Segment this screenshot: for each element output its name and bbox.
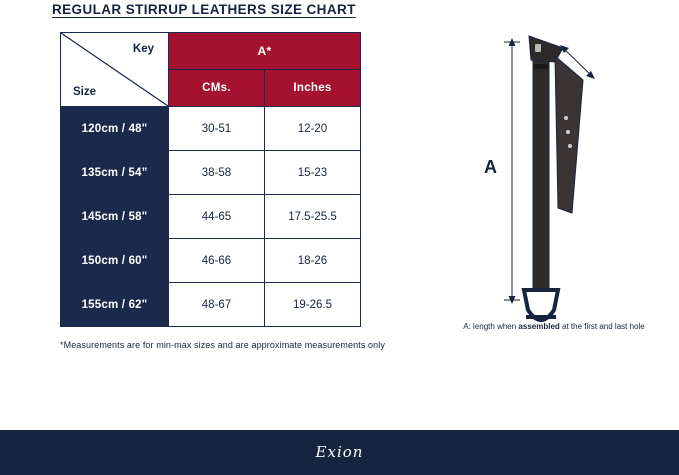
subheader-cms: CMs. (169, 70, 265, 107)
row-size-label: 135cm / 54” (61, 151, 169, 195)
size-chart-table-wrapper (60, 32, 361, 327)
row-cms-value: 38-58 (169, 151, 265, 195)
page-title: REGULAR STIRRUP LEATHERS SIZE CHART (52, 2, 356, 17)
key-label: Key (132, 43, 154, 55)
table-row (61, 195, 361, 239)
row-cms-value: 44-65 (169, 195, 265, 239)
size-label: Size (73, 86, 97, 98)
table-row (61, 239, 361, 283)
row-inches-value: 19-26.5 (265, 283, 361, 327)
row-inches-value: 17.5-25.5 (265, 195, 361, 239)
subheader-inches: Inches (265, 70, 361, 107)
row-size-label: 120cm / 48" (61, 107, 169, 151)
footer-bar (0, 430, 679, 475)
row-inches-value: 18-26 (265, 239, 361, 283)
row-cms-value: 48-67 (169, 283, 265, 327)
row-cms-value: 46-66 (169, 239, 265, 283)
brand-logo: Exion (315, 443, 364, 461)
row-cms-value: 30-51 (169, 107, 265, 151)
table-row (61, 283, 361, 327)
diagram-caption-suffix: at the first and last hole (559, 322, 645, 331)
table-row (61, 107, 361, 151)
table-row (61, 151, 361, 195)
row-inches-value: 12-20 (265, 107, 361, 151)
group-header-a: A* (169, 33, 361, 70)
row-inches-value: 15-23 (265, 151, 361, 195)
measure-letter-a: A (484, 157, 497, 177)
diagram-caption-prefix: A: length when (463, 322, 519, 331)
stirrup-leather-diagram (460, 28, 660, 328)
measurements-footnote: *Measurements are for min-max sizes and are approximate measurements only (60, 340, 385, 350)
row-size-label: 155cm / 62" (61, 283, 169, 327)
key-size-diagonal-header (61, 33, 169, 107)
row-size-label: 145cm / 58" (61, 195, 169, 239)
row-size-label: 150cm / 60" (61, 239, 169, 283)
stirrup-leather-illustration-icon (460, 28, 660, 328)
diagram-caption (424, 322, 679, 331)
size-chart-table (60, 32, 361, 327)
table-header-row (61, 33, 361, 70)
diagram-caption-bold: assembled (518, 322, 560, 331)
